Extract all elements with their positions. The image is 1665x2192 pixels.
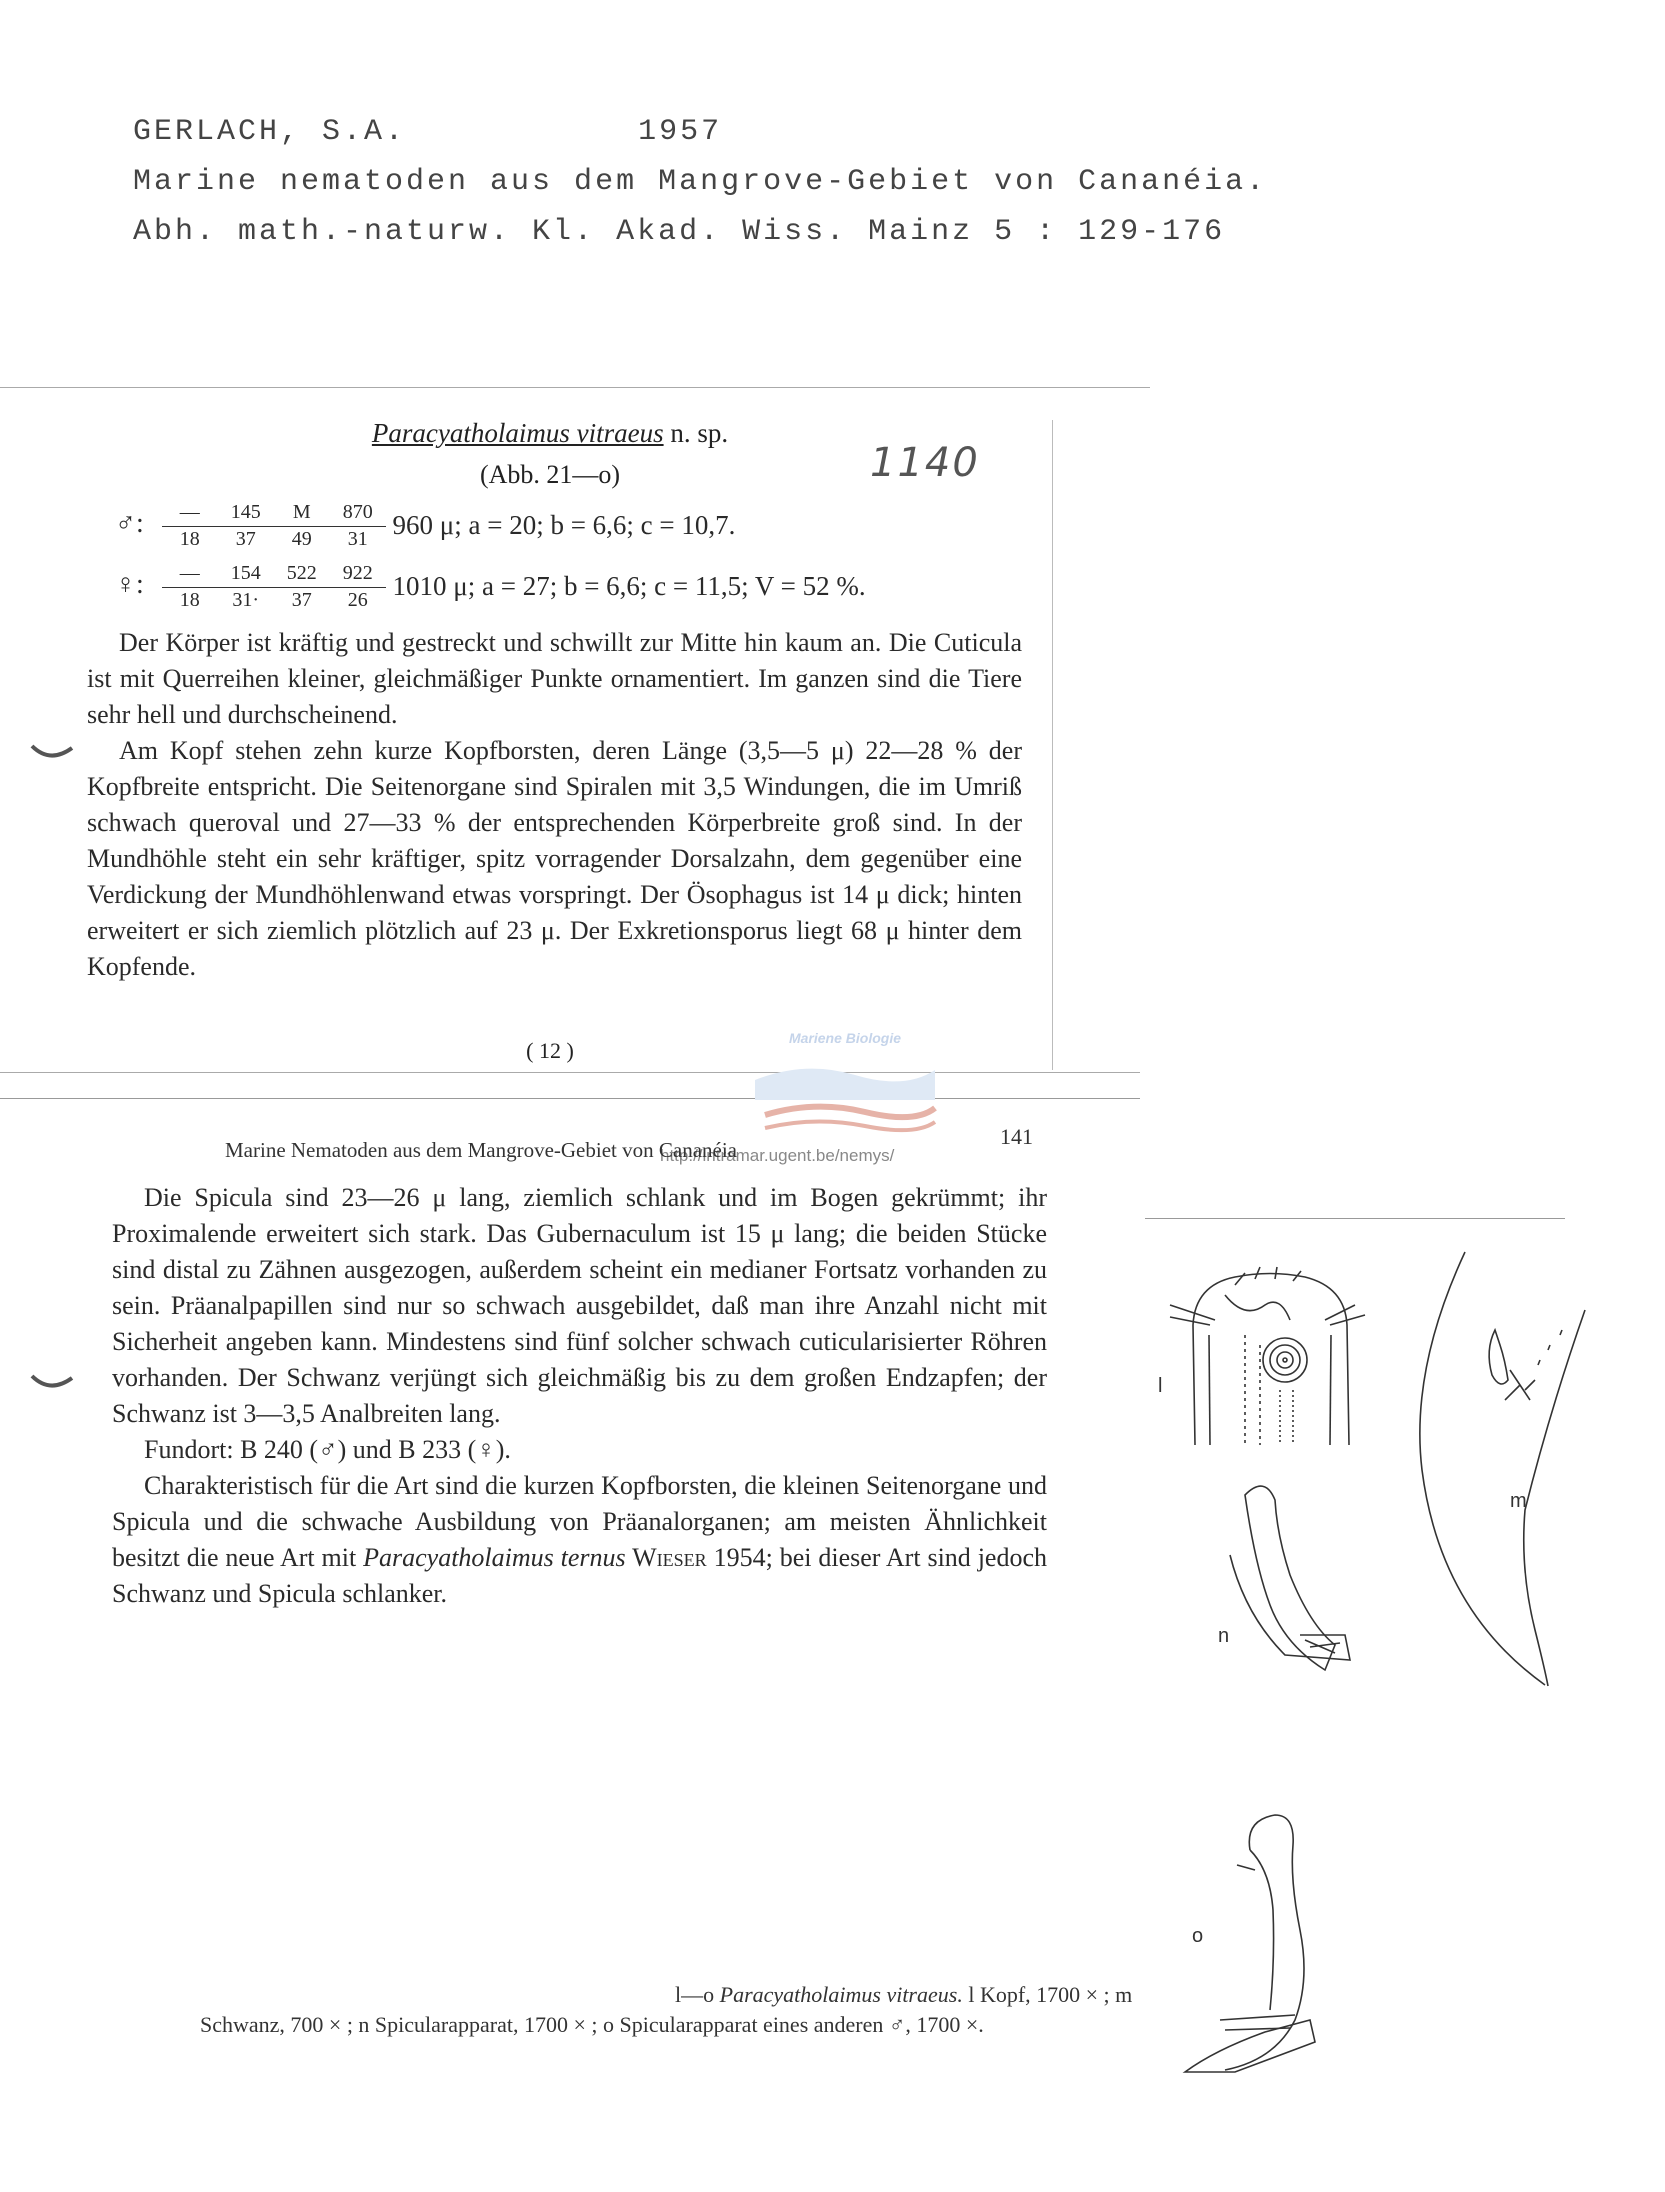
female-num-1: — <box>179 562 200 584</box>
male-den-3: 49 <box>291 528 312 550</box>
running-head: Marine Nematoden aus dem Mangrove-Gebiet von Cananéia <box>225 1138 737 1162</box>
female-den-3: 37 <box>291 589 312 611</box>
female-num-4: 922 <box>342 562 373 584</box>
female-den-2: 31· <box>232 589 260 611</box>
figure-l-head-drawing <box>1165 1265 1375 1450</box>
caption-rest: l Kopf, 1700 × ; m Schwanz, 700 × ; n Spicularapparat, 1700 × ; o Spicularapparat eines anderen ♂, 1700 ×. <box>200 1982 1133 2037</box>
page141-paragraph-1: Die Spicula sind 23—26 μ lang, ziemlich schlank und im Bogen gekrümmt; ihr Proximalende erweitert sich stark. Das Gubernaculum ist 15 μ lang; die beiden Stücke sind distal zu Zähnen ausgezogen, außerdem scheint ein medianer Fortsatz vorhanden zu sein. Präanalpapillen sind nur so schwach ausgebildet, daß man ihre Anzahl nicht mit Sicherheit angeben kann. Mindestens sind fünf solcher schwach cuticularisierter Röhren vorhanden. Der Schwanz verjüngt sich gleichmäßig bis zu dem großen Endzapfen; der Schwanz ist 3—3,5 Analbreiten lang. <box>112 1183 1047 1428</box>
clipping-lower-rule <box>0 1098 1140 1099</box>
female-symbol: ♀: <box>115 568 144 600</box>
female-den-1: 18 <box>179 589 200 611</box>
handwritten-note: 1140 <box>870 440 980 486</box>
figure-top-rule <box>1145 1218 1565 1219</box>
species-name: Paracyatholaimus vitraeus <box>371 418 664 448</box>
page12-paragraph-1: Der Körper ist kräftig und gestreckt und schwillt zur Mitte hin kaum an. Die Cuticula ist mit Querreihen kleiner, gleichmäßiger Punkte ornamentiert. Im ganzen sind die Tiere sehr hell und durchscheinend. <box>87 628 1022 729</box>
male-fraction <box>162 500 386 551</box>
male-num-1: — <box>179 501 200 523</box>
citation-author-line <box>133 115 722 149</box>
male-measurements: 960 μ; a = 20; b = 6,6; c = 10,7. <box>392 510 736 540</box>
male-den-1: 18 <box>179 528 200 550</box>
page141-fundort: Fundort: B 240 (♂) und B 233 (♀). <box>144 1435 511 1464</box>
page12-paragraph-2: Am Kopf stehen zehn kurze Kopfborsten, deren Länge (3,5—5 μ) 22—28 % der Kopfbreite entspricht. Die Seitenorgane sind Spiralen mit 3,5 Windungen, die im Umriß schwach queroval und 27—33 % der entsprechenden Körperbreite groß sind. In der Mundhöhle steht ein sehr kräftiger, spitz vorragender Dorsalzahn, dem gegenüber eine Verdickung der Mundhöhlenwand etwas vorspringt. Der Ösophagus ist 14 μ dick; hinten erweitert er sich ziemlich plötzlich auf 23 μ. Der Exkretionsporus liegt 68 μ hinter dem Kopfende. <box>87 736 1022 981</box>
male-den-4: 31 <box>347 528 368 550</box>
male-num-3: M <box>292 501 311 523</box>
citation-year: 1957 <box>638 115 723 149</box>
caption-prefix: l—o <box>675 1982 720 2007</box>
female-measurements: 1010 μ; a = 27; b = 6,6; c = 11,5; V = 52 %. <box>392 571 866 601</box>
citation-journal: Abh. math.-naturw. Kl. Akad. Wiss. Mainz 5 : 129-176 <box>133 215 1226 249</box>
male-num-2: 145 <box>230 501 261 523</box>
binder-mark-lower <box>28 1370 78 1395</box>
clipping-right-rule <box>1052 420 1053 1070</box>
male-num-4: 870 <box>342 501 373 523</box>
citation-title: Marine nematoden aus dem Mangrove-Gebiet von Cananéia. <box>133 165 1268 199</box>
female-num-2: 154 <box>230 562 261 584</box>
female-fraction <box>162 561 386 612</box>
female-num-3: 522 <box>286 562 317 584</box>
male-formula <box>115 500 735 551</box>
citation-author: GERLACH, S.A. <box>133 115 407 149</box>
clipping-bottom-rule <box>0 1072 1140 1073</box>
watermark-url: http://intramar.ugent.be/nemys/ <box>660 1146 895 1165</box>
caption-species: Paracyatholaimus vitraeus. <box>719 1982 963 2007</box>
figure-label-m: m <box>1510 1490 1527 1512</box>
watermark-logo <box>745 1020 945 1140</box>
species-suffix: n. sp. <box>663 418 729 448</box>
figure-label-n: n <box>1218 1625 1230 1647</box>
figure-label-o: o <box>1192 1925 1204 1947</box>
page141-p3-author: Wieser <box>625 1543 707 1572</box>
female-formula <box>115 561 866 612</box>
page12-body <box>87 625 1022 985</box>
page141-body <box>112 1180 1047 1612</box>
clipping-top-rule <box>0 387 1150 388</box>
male-den-2: 37 <box>235 528 256 550</box>
figure-reference: (Abb. 21—o) <box>479 460 621 489</box>
page12-number: ( 12 ) <box>526 1038 574 1063</box>
figure-caption <box>200 1980 1135 2040</box>
binder-mark-upper <box>28 740 78 765</box>
page141-p3-a: Charakteristisch für die Art sind die kurzen Kopfborsten, die kleinen Seitenorgane und Spicula und die schwache Ausbildung von Präanalorganen; am meisten Ähnlichkeit besitzt die neue Art mit <box>112 1471 1047 1572</box>
male-symbol: ♂: <box>115 507 144 539</box>
page141-p3-species: Paracyatholaimus ternus <box>363 1543 626 1572</box>
figure-n-spicula-drawing <box>1215 1475 1365 1675</box>
page141-paragraph-3 <box>112 1468 1047 1612</box>
watermark-text: Mariene Biologie <box>788 1030 902 1046</box>
female-den-4: 26 <box>347 589 368 611</box>
figure-m-tail-drawing <box>1410 1250 1600 1690</box>
figure-label-l: l <box>1158 1375 1163 1397</box>
page141-p3-b: 1954; bei dieser Art sind jedoch Schwanz und Spicula schlanker. <box>112 1543 1048 1608</box>
page141-number: 141 <box>1000 1124 1033 1149</box>
